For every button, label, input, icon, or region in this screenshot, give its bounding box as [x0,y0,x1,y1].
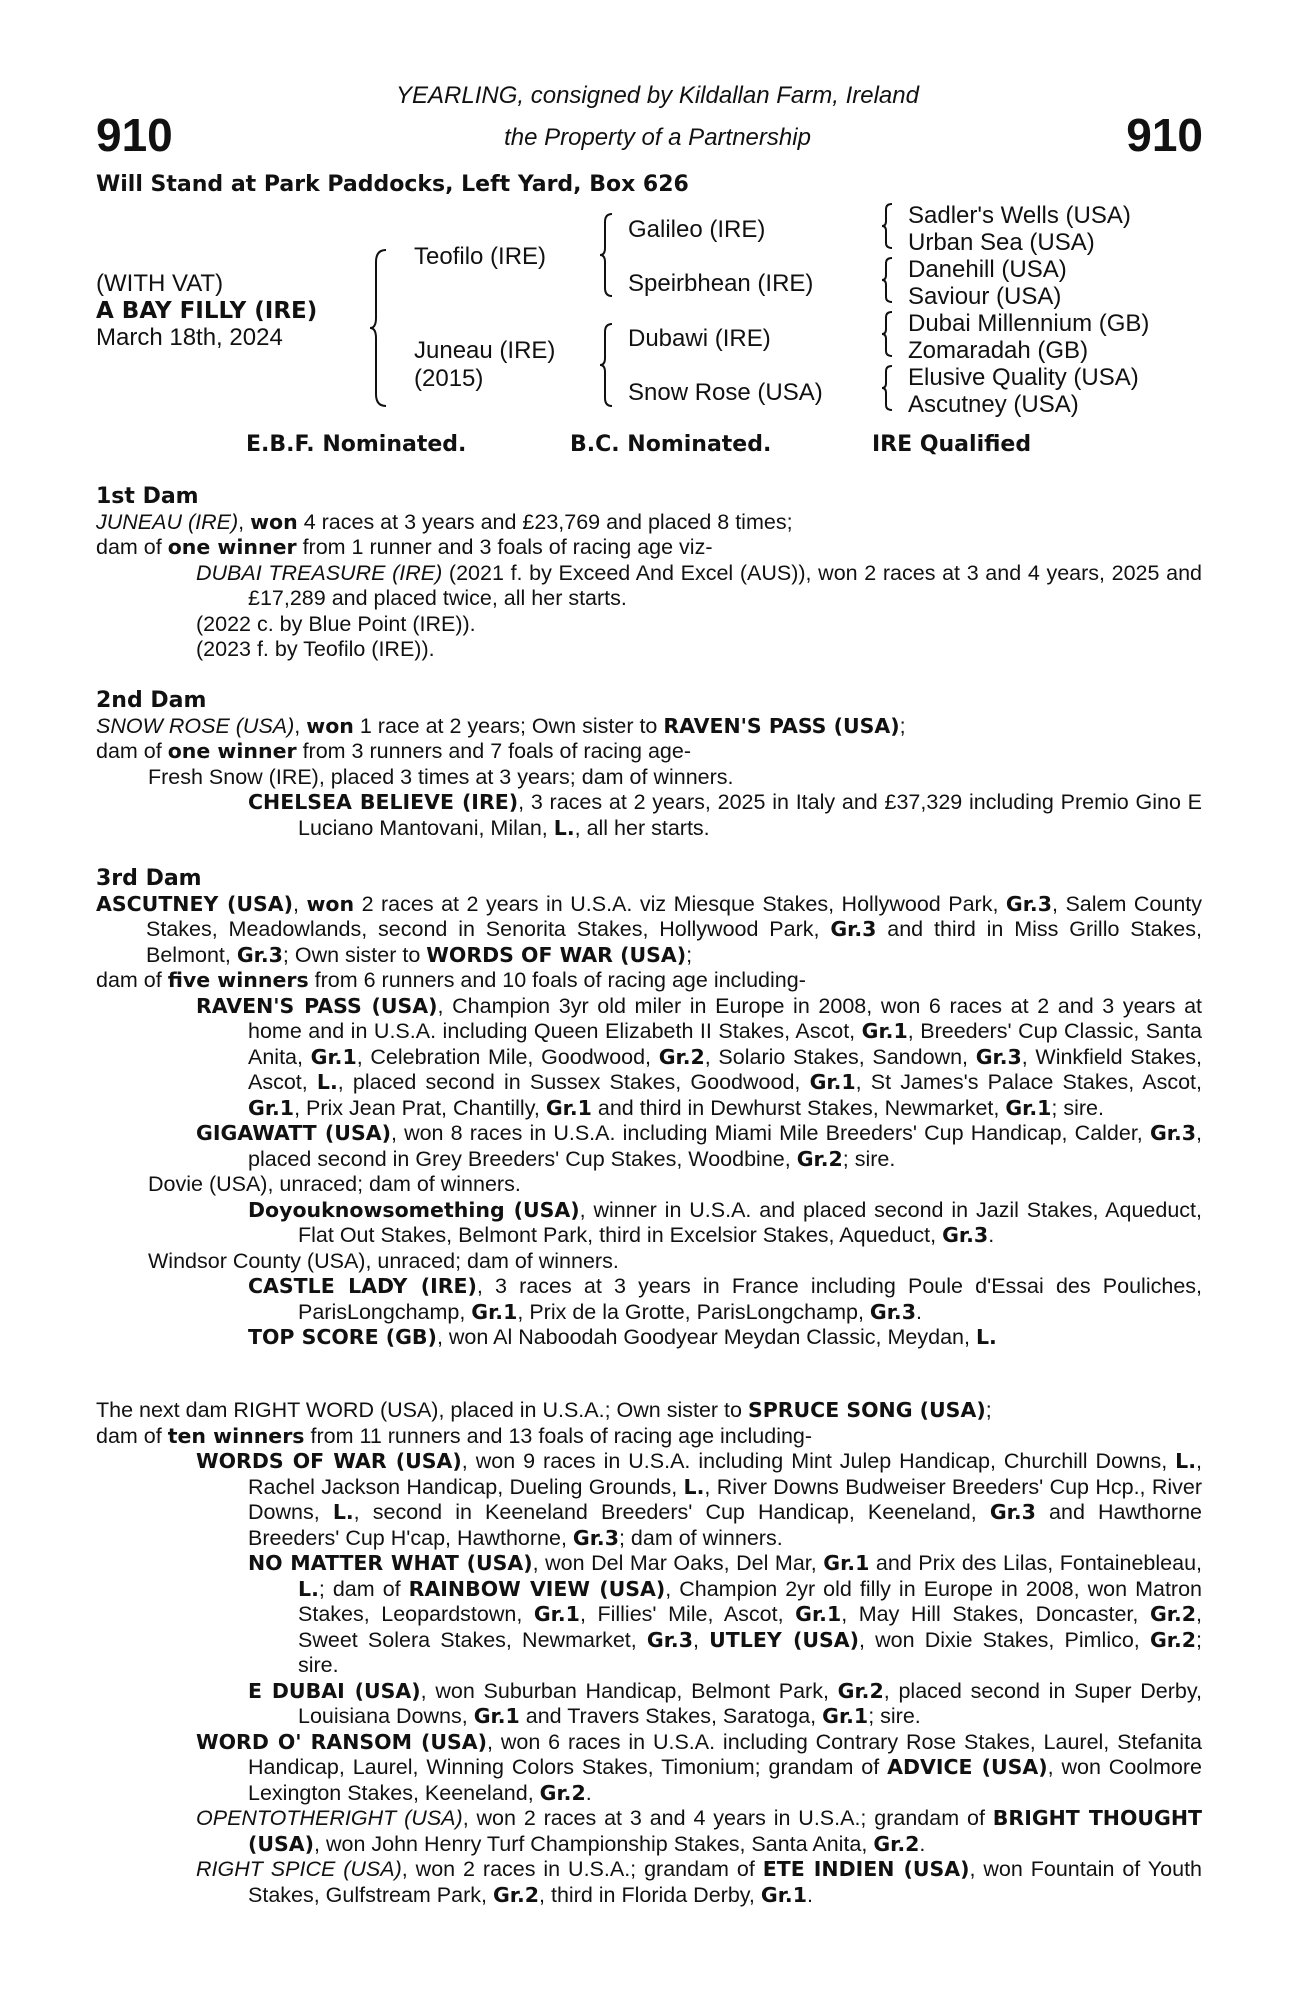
second-dam-heading: 2nd Dam [96,688,207,713]
dam-dam-dam: Ascutney (USA) [908,391,1079,418]
produce-fresh-snow: Fresh Snow (IRE), placed 3 times at 3 years; dam of winners. [148,764,734,789]
dam-sire-dam: Zomaradah (GB) [908,337,1089,364]
sire-sire: Galileo (IRE) [628,216,766,243]
sire-dam-sire: Danehill (USA) [908,256,1067,283]
third-dam-summary: ASCUTNEY (USA), won 2 races at 2 years in U.S.A. viz Miesque Stakes, Hollywood Park, Gr.3, Salem County Stakes, Meadowlands, second in Senorita Stakes, Hollywood Park, Gr.3 and third in Miss Grillo Stakes, Belmont, Gr.3; Own sister to WORDS OF WAR (USA); [96,891,1202,967]
produce-word-o-ransom: WORD O' RANSOM (USA), won 6 races in U.S.A. including Contrary Rose Stakes, Laurel, Stefanita Handicap, Laurel, Winning Colors Stakes, Timonium; grandam of ADVICE (USA), won Coolmore Lexington Stakes, Keeneland, Gr.2. [196,1729,1202,1805]
produce-windsor-county: Windsor County (USA), unraced; dam of winners. [148,1248,619,1273]
third-dam-section [96,866,1202,1351]
produce-e-dubai: E DUBAI (USA), won Suburban Handicap, Belmont Park, Gr.2, placed second in Super Derby, Louisiana Downs, Gr.1 and Travers Stakes, Saratoga, Gr.1; sire. [248,1678,1202,1728]
sire-dam-dam: Saviour (USA) [908,283,1062,310]
produce-opentotheright: OPENTOTHERIGHT (USA), won 2 races at 3 and 4 years in U.S.A.; grandam of BRIGHT THOUGHT (USA), won John Henry Turf Championship Stakes, Santa Anita, Gr.2. [196,1806,1202,1856]
pedigree-brace-g3 [880,310,896,358]
pedigree-brace-main [368,248,390,408]
produce-castle-lady: CASTLE LADY (IRE), 3 races at 3 years in France including Poule d'Essai des Pouliches, ParisLongchamp, Gr.1, Prix de la Grotte, ParisLongchamp, Gr.3. [248,1274,1203,1324]
bc-nominated: B.C. Nominated. [570,432,772,457]
horse-name: A BAY FILLY (IRE) [96,298,318,324]
dam-name: Juneau (IRE) [414,337,556,364]
lot-number-right: 910 [1126,109,1203,161]
sire-name: Teofilo (IRE) [414,243,547,270]
consignor-line: YEARLING, consigned by Kildallan Farm, Ireland [396,82,919,109]
pedigree-brace-sire [598,212,616,298]
pedigree-brace-g1 [880,202,896,250]
pedigree-brace-g2 [880,256,896,304]
property-line: the Property of a Partnership [504,124,811,151]
dam-year: (2015) [414,365,484,392]
produce-top-score: TOP SCORE (GB), won Al Naboodah Goodyear Meydan Classic, Meydan, L. [248,1325,997,1349]
first-dam-produce: dam of one winner from 1 runner and 3 foals of racing age viz- [96,535,713,559]
produce-ravens-pass: RAVEN'S PASS (USA), Champion 3yr old miler in Europe in 2008, won 6 races at 2 and 3 years at home and in U.S.A. including Queen Elizabeth II Stakes, Ascot, Gr.1, Breeders' Cup Classic, Santa Anita, Gr.1, Celebration Mile, Goodwood, Gr.2, Solario Stakes, Sandown, Gr.3, Winkfield Stakes, Ascot, L., placed second in Sussex Stakes, Goodwood, Gr.1, St James's Palace Stakes, Ascot, Gr.1, Prix Jean Prat, Chantilly, Gr.1 and third in Dewhurst Stakes, Newmarket, Gr.1; sire. [196,993,1202,1120]
produce-gigawatt: GIGAWATT (USA), won 8 races in U.S.A. including Miami Mile Breeders' Cup Handicap, Calder, Gr.3, placed second in Grey Breeders' Cup Stakes, Woodbine, Gr.2; sire. [196,1121,1202,1171]
produce-no-matter-what: NO MATTER WHAT (USA), won Del Mar Oaks, Del Mar, Gr.1 and Prix des Lilas, Fontainebleau, L.; dam of RAINBOW VIEW (USA), Champion 2yr old filly in Europe in 2008, won Matron Stakes, Leopardstown, Gr.1, Fillies' Mile, Ascot, Gr.1, May Hill Stakes, Doncaster, Gr.2, Sweet Solera Stakes, Newmarket, Gr.3, UTLEY (USA), won Dixie Stakes, Pimlico, Gr.2; sire. [248,1551,1202,1677]
produce-2023: (2023 f. by Teofilo (IRE)). [196,637,435,661]
first-dam-section [96,484,1202,663]
produce-words-of-war: WORDS OF WAR (USA), won 9 races in U.S.A. including Mint Julep Handicap, Churchill Downs, L., Rachel Jackson Handicap, Dueling Grounds, L., River Downs Budweiser Breeders' Cup Hcp., River Downs, L., second in Keeneland Breeders' Cup Handicap, Keeneland, Gr.3 and Hawthorne Breeders' Cup H'cap, Hawthorne, Gr.3; dam of winners. [196,1449,1202,1550]
next-dam-produce: dam of ten winners from 11 runners and 13 foals of racing age including- [96,1423,813,1448]
produce-dovie: Dovie (USA), unraced; dam of winners. [148,1172,521,1196]
first-dam-summary: JUNEAU (IRE), won 4 races at 3 years and £23,769 and placed 8 times; [96,509,793,534]
sire-dam: Speirbhean (IRE) [628,270,814,297]
produce-right-spice: RIGHT SPICE (USA), won 2 races in U.S.A.; grandam of ETE INDIEN (USA), won Fountain of Youth Stakes, Gulfstream Park, Gr.2, third in Florida Derby, Gr.1. [196,1857,1203,1907]
pedigree-brace-g4 [880,364,896,412]
second-dam-summary: SNOW ROSE (USA), won 1 race at 2 years; Own sister to RAVEN'S PASS (USA); [96,713,906,738]
pedigree-brace-dam [598,322,616,408]
produce-2022: (2022 c. by Blue Point (IRE)). [196,611,476,636]
second-dam-produce: dam of one winner from 3 runners and 7 foals of racing age- [96,739,691,763]
third-dam-heading: 3rd Dam [96,866,202,891]
date-of-birth: March 18th, 2024 [96,324,283,351]
lot-number-left: 910 [96,109,173,161]
produce-chelsea-believe: CHELSEA BELIEVE (IRE), 3 races at 2 years, 2025 in Italy and £37,329 including Premio Gino E Luciano Mantovani, Milan, L., all her starts. [248,790,1203,840]
produce-doyouknowsomething: Doyouknowsomething (USA), winner in U.S.A. and placed second in Jazil Stakes, Aqueduct, Flat Out Stakes, Belmont Park, third in Excelsior Stakes, Aqueduct, Gr.3. [248,1197,1202,1247]
sire-sire-sire: Sadler's Wells (USA) [908,202,1131,229]
third-dam-produce: dam of five winners from 6 runners and 10 foals of racing age including- [96,968,806,992]
next-dam-section [96,1398,1202,1908]
first-dam-heading: 1st Dam [96,484,199,509]
next-dam-summary: The next dam RIGHT WORD (USA), placed in U.S.A.; Own sister to SPRUCE SONG (USA); [96,1398,992,1422]
dam-sire-sire: Dubai Millennium (GB) [908,310,1150,337]
ebf-nominated: E.B.F. Nominated. [246,432,467,457]
ire-qualified: IRE Qualified [872,432,1032,457]
second-dam-section [96,688,1202,841]
dam-dam: Snow Rose (USA) [628,379,823,406]
dam-dam-sire: Elusive Quality (USA) [908,364,1139,391]
sire-sire-dam: Urban Sea (USA) [908,229,1095,256]
stand-location: Will Stand at Park Paddocks, Left Yard, Box 626 [96,172,689,197]
dam-sire: Dubawi (IRE) [628,325,771,352]
vat-note: (WITH VAT) [96,270,224,297]
produce-dubai-treasure: DUBAI TREASURE (IRE) (2021 f. by Exceed And Excel (AUS)), won 2 races at 3 and 4 years, 2025 and £17,289 and placed twice, all her starts. [196,560,1202,610]
